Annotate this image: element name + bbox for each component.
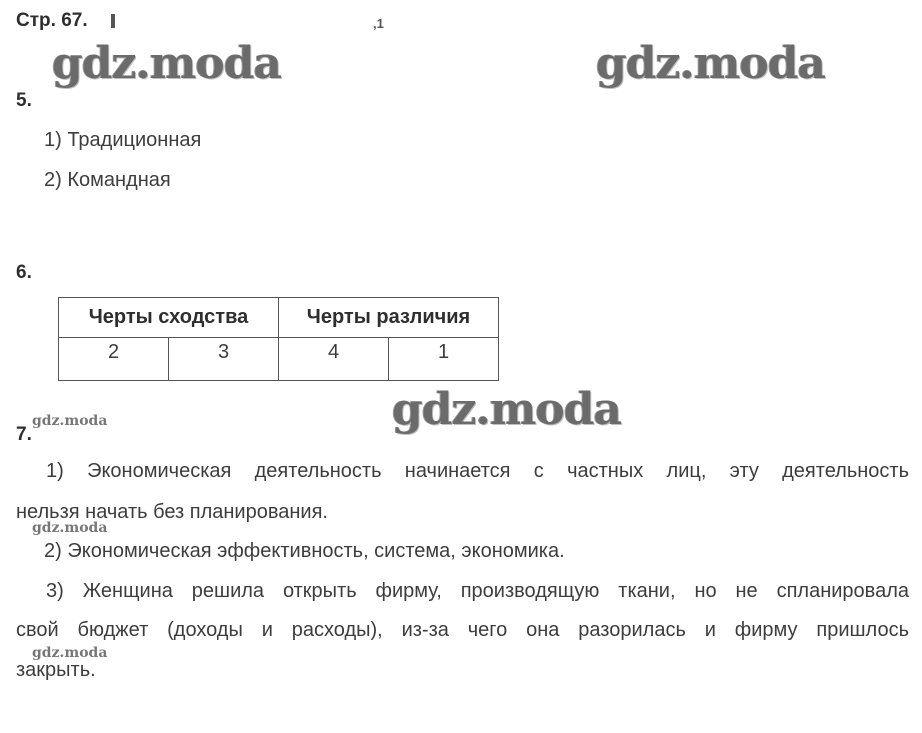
task-7-answer-3-line-3: закрыть. [16,659,96,681]
task-7-answer-2: 2) Экономическая эффективность, система, экономика. [44,540,565,562]
task-7-answer-3-line-1: 3) Женщина решила открыть фирму, производящую ткани, но не спланировала [46,580,909,602]
table-header-row [59,298,499,338]
task-5-answer-1: 1) Традиционная [44,129,202,151]
page-header: Стр. 67. [16,10,88,31]
task-6-table [58,297,499,381]
task-7-answer-1-line-1: 1) Экономическая деятельность начинается с частных лиц, эту деятельность [46,460,909,482]
table-row [59,338,499,381]
header-text-fragment-end: ,1 [373,16,384,31]
table-cell: 1 [389,338,499,381]
table-cell: 3 [169,338,279,381]
header-text-fragment [111,14,115,28]
watermark-small-2: gdz.moda [32,520,108,536]
task-7-number: 7. [16,424,32,445]
task-5-answer-2: 2) Командная [44,169,171,191]
task-7-answer-3-line-2: свой бюджет (доходы и расходы), из-за чего она разорилась и фирму пришлось [16,619,909,641]
task-6-number: 6. [16,262,32,283]
table-header-differences: Черты различия [279,298,499,338]
watermark-top-right: gdz.moda [596,38,826,89]
task-7-answer-1-line-2: нельзя начать без планирования. [16,501,328,523]
watermark-top-left: gdz.moda [52,38,282,89]
watermark-small-1: gdz.moda [32,413,108,429]
task-5-number: 5. [16,90,32,111]
watermark-middle: gdz.moda [392,384,622,435]
table-header-similarities: Черты сходства [59,298,279,338]
table-cell: 4 [279,338,389,381]
table-cell: 2 [59,338,169,381]
watermark-small-3: gdz.moda [32,645,108,661]
